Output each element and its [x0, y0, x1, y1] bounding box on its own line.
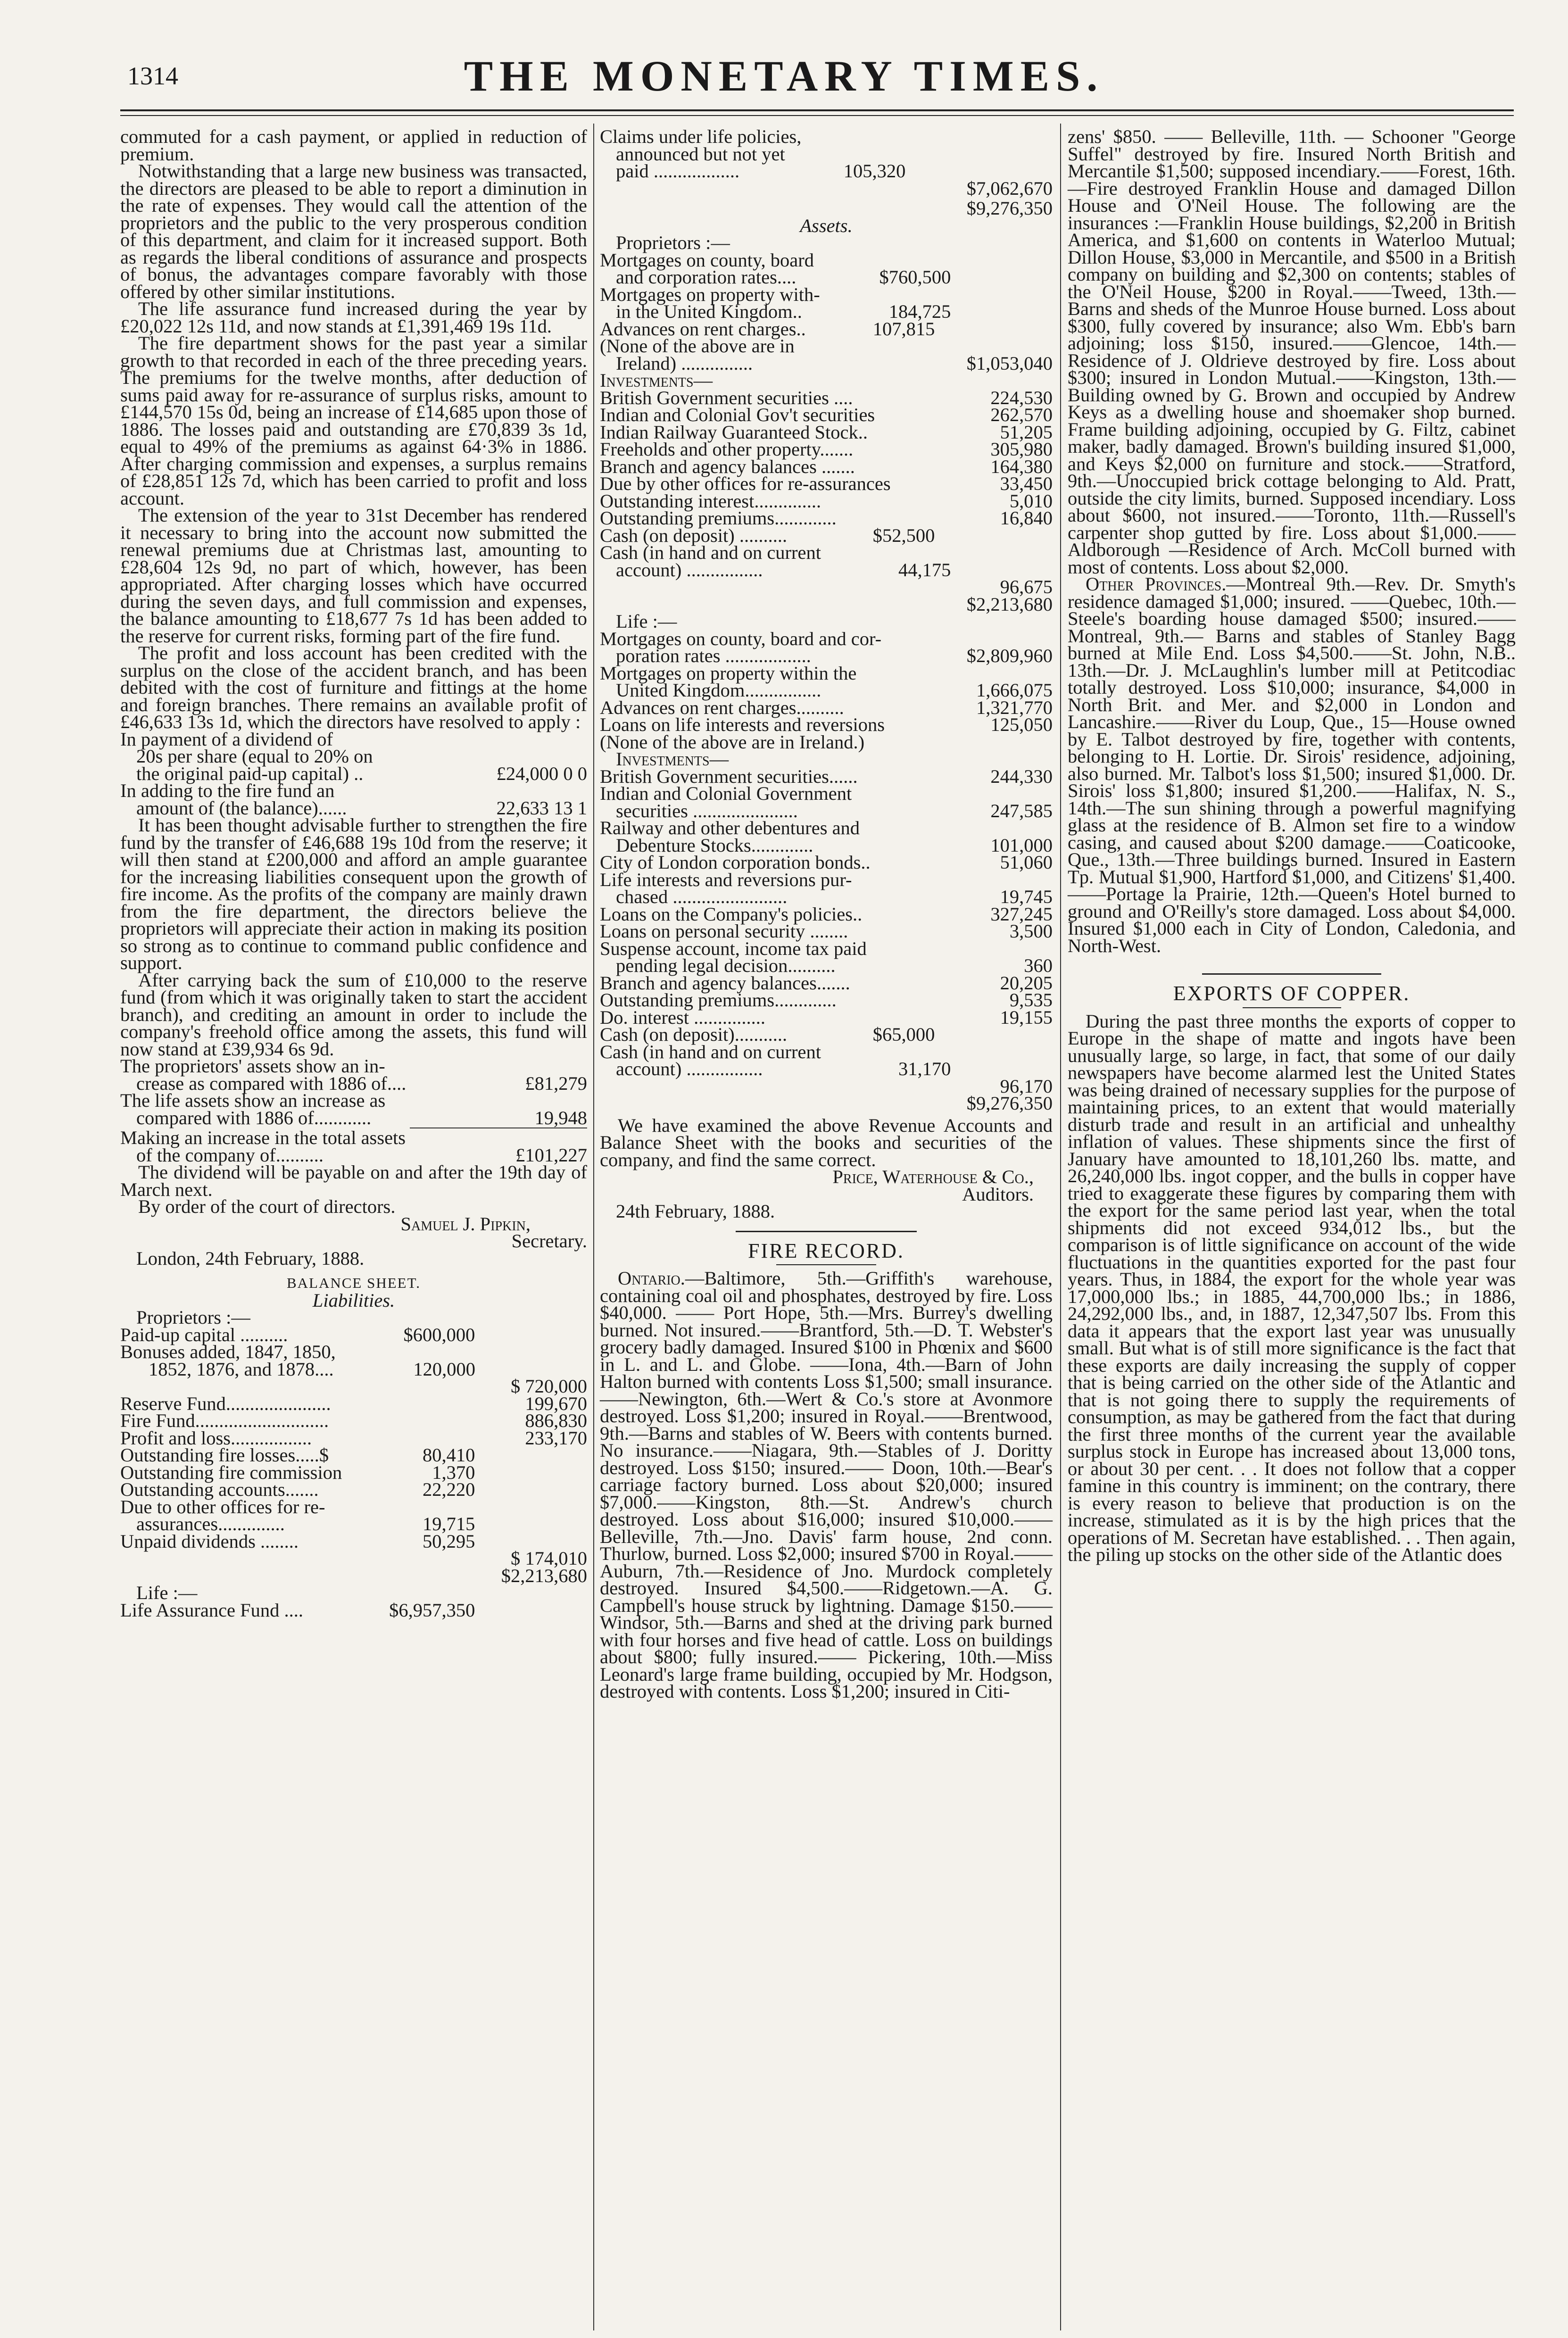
- section-rule: [736, 1231, 917, 1232]
- signer-name: Samuel J. Pipkin,: [400, 1213, 531, 1235]
- copper-article-text: During the past three months the exports of copper to Europe in the shape of matte and ingots have been unusually large, so large, in fact, that some of our daily newspapers have become alarmed lest the United States was being drained of necessary supplies for the purpose of maintaining prices, to an extent that would materially disturb trade and result in an artificial and unhealthy inflation of values. These shipments since the first of January have amounted to 18,101,260 lbs. matte, and 26,240,000 lbs. ingot copper, and the bulls in copper have tried to exaggerate these figures by comparing them with the export for the same period last year, when the total shipments did not exceed 934,012 lbs., but the comparison is of little significance on account of the wide fluctuations in the quantities exported for the past four years. Thus, in 1884, the export for the whole year was 17,000,000 lbs.; in 1885, 44,700,000 lbs.; in 1886, 24,292,000 lbs., and, in 1887, 12,347,507 lbs. From this data it appears that the export last year was unusually small. But what is of still more significance is the fact that these exports are daily increasing the supply of copper that is being carried on the other side of the Atlantic and that is not going there to supply the requirements of consumption, as may be gathered from the fact that during the first three months of the current year the available surplus stock in Europe has increased about 13,000 tons, or about 30 per cent. . . It does not follow that a copper famine in this country is imminent; on the contrary, there is every reason to believe that production is on the increase, stimulated as it is by the high prices that the operations of M. Secretan have established. . . Then again, the piling up stocks on the other side of the Atlantic does: [1068, 1010, 1516, 1565]
- life-interests-row: chased ........................ 19,745: [616, 886, 1053, 907]
- fire-record-continued: zens' $850. —— Belleville, 11th. — Schooner "George Suffel" destroyed by fire. Insured North British and Mercantile $1,500; supposed incendiary.——Forest, 16th.—Fire destroyed Franklin House and damaged Dillon House and O'Neil House. The following are the insurances :—Franklin House buildings, $2,200 in British America, and $1,600 on contents in Waterloo Mutual; Dillon House, $3,000 in Mercantile, and $500 in a British company on building and $2,300 on contents; stables of the O'Neil House, $200 in Royal.——Tweed, 13th.—Barns and sheds of the Munroe House burned. Loss about $300, fully covered by insurance; also Wm. Ebb's barn adjoining; loss $150, insured.——Glencoe, 14th.—Residence of J. Oldrieve destroyed by fire. Loss about $300; insured in London Mutual.——Kingston, 13th.—Building owned by G. Brown and occupied by Andrew Keys as a dwelling house and shoemaker shop burned. Frame building adjoining, occupied by G. Filtz, cabinet maker, badly damaged. Brown's building insured $1,000, and Keys $2,000 on furniture and stock.——Stratford, 9th.—Unoccupied brick cottage belonging to Ald. Pratt, outside the city limits, burned. Supposed incendiary. Loss about $600, not insured.——Toronto, 11th.—Russell's carpenter shop gutted by fire. Loss about $1,000.——Aldborough —Residence of Arch. McColl burned with most of contents. Loss about $2,000.: [1068, 126, 1516, 578]
- increase-row: crease as compared with 1886 of.... £81,279: [136, 1072, 587, 1094]
- assets-increase: [120, 1055, 587, 1128]
- life-row: Outstanding premiums............. 9,535: [600, 989, 1053, 1011]
- apply-list: [120, 728, 587, 819]
- life-british-row: British Government securities...... 244,330: [600, 765, 1053, 787]
- life-city-row: City of London corporation bonds.. 51,060: [600, 852, 1053, 873]
- life-loans-list: [600, 903, 1053, 942]
- investment-row: Freeholds and other property....... 305,980: [600, 439, 1053, 460]
- paragraph: The profit and loss account has been credited with the surplus on the close of the accident branch, and has been debited with the cost of furniture and fittings at the home and foreign branches. There remains an available profit of £46,633 13s 1d, which the directors have resolved to apply :: [120, 642, 587, 732]
- paragraph: The extension of the year to 31st December has rendered it necessary to bring into the account now submitted the renewal premiums due at Christmas last, amounting to £28,604 12s 9d, no part of which, however, has been appropriated. After charging losses which have occurred during the seven days, and full commission and expenses, the balance amounting to £18,677 7s 1d has been added to the reserve for current risks, forming part of the fire fund.: [120, 505, 587, 647]
- apply-line: In adding to the fire fund an: [120, 780, 335, 801]
- increase-line: The life assets show an increase as: [120, 1090, 386, 1111]
- bonuses-row: 1852, 1876, and 1878.... 120,000: [149, 1358, 475, 1380]
- grand-total-1: $9,276,350: [966, 198, 1053, 219]
- outstanding-row: Outstanding accounts....... 22,220: [120, 1479, 475, 1500]
- outstanding-list: [120, 1444, 475, 1552]
- liability-row: Fire Fund............................ 886,830: [120, 1410, 587, 1431]
- order-line: By order of the court of directors.: [138, 1196, 396, 1217]
- audit-date: 24th February, 1888.: [616, 1201, 775, 1222]
- life-cash-hand-row: account) ................ 31,170: [616, 1058, 951, 1079]
- outstanding-row: Due to other offices for re-: [120, 1496, 325, 1517]
- report-paragraphs-a: [120, 128, 587, 731]
- masthead: THE MONETARY TIMES.: [464, 52, 1104, 100]
- life-cash-row: Cash (on deposit)........... $65,000: [600, 1024, 935, 1045]
- apply-line: In payment of a dividend of: [120, 728, 333, 750]
- paragraph: Notwithstanding that a large new business was transacted, the directors are pleased to be able to report a diminution in the rate of expenses. They would call the attention of the proprietors and the public to the very prosperous condition of this department, and claim for it increased support. Both as regards the liberal conditions of assurance and prospects of bonus, the advantages compare favorably with those offered by other similar institutions.: [120, 160, 587, 302]
- outstanding-row: assurances.............. 19,715: [136, 1513, 475, 1534]
- audit-statement: We have examined the above Revenue Accounts and Balance Sheet with the books and securities of the company, and find the same correct.: [600, 1114, 1053, 1170]
- claims-row: paid .................. 105,320: [616, 160, 906, 182]
- grand-total-2: $9,276,350: [966, 1093, 1053, 1114]
- life-railway-row: Debenture Stocks............. 101,000: [616, 834, 1053, 856]
- liabilities-heading: Liabilities.: [312, 1289, 395, 1311]
- column-2: Claims under life policies, announced but not yet paid .................. 105,320 $7,062,670 $9,276,350 Assets. Proprietors :— Mortgages on county, board and corporation rates.... $760,500 Mortgages on property with- in the United Kingdom.. 184,725 Advances on rent charges.. 107,815 (None of the above are in Ireland) ............... $1,053,040 Investments— British Government securities .... 224,530 Indian and Colonial Gov't securities 262,570 Indian Railway Guaranteed Stock.. 51,205 Freeholds and other property....... 305,980 Branch and agency balances ....... 164,380 Due by other offices for re-assurances 33,450 Outstanding interest.............. 5,010 Outstanding premiums............. 16,840 Cash (on deposit) .......... $52,500 Cash (in hand and on current account) ................ 44,175 96,675 $2,213,680 Life :— Mortgages on county, board and cor- poration rates .................. $2,809,960 Mortgages on property within the United Kingdom................ 1,666,075 Advances on rent charges.......... 1,321,770 Loans on life interests and reversions 125,050 (None of the above are in Ireland.) Investments— British Government securities...... 244,330 Indian and Colonial Government securities ...................... 247,585 Railway and other debentures and Debenture Stocks............. 101,000 City of London corporation bonds.. 51,060 Life interests and reversions pur- chased ........................ 19,745 Loans on the Company's policies.. 327,245 Loans on personal security ........ 3,500 Suspense account, income tax paid pending legal decision.......... 360 Branch and agency balances....... 20,205 Outstanding premiums............. 9,535 Do. interest ............... 19,155 Cash (on deposit)........... $65,000 Cash (in hand and on current account) ................ 31,170 96,170 $9,276,350 We have examined the above Revenue Accounts and Balance Sheet with the books and securities of the company, and find the same correct. Price, Waterhouse & Co., Auditors. 24th February, 1888. FIRE RECORD. Ontario.—Baltimore, 5th.—Griffith's warehouse, containing coal oil and phosphates, destroyed by fire. Loss $40,000. —— Port Hope, 5th.—Mrs. Burrey's dwelling burned. Not insured.——Brantford, 5th.—D. T. Webster's grocery badly damaged. Insured $100 in Phœnix and $600 in L. and L. and Globe. ——Iona, 4th.—Barn of John Halton burned with contents Loss $1,500; small insurance. ——Newington, 6th.—Wert & Co.'s store at Avonmore destroyed. Loss $1,200; insured in Royal.——Brentwood, 9th.—Barns and stables of W. Beers with contents burned. No insurance.——Niagara, 9th.—Stables of J. Doritty destroyed. Loss $150; insured.—— Doon, 10th.—Bear's carriage factory burned. Loss about $20,000; insured $7,000.——Kingston, 8th.—St. Andrew's church destroyed. Loss about $16,000; insured $10,000.—— Belleville, 7th.—Jno. Davis' farm house, 2nd conn. Thurlow, burned. Loss $2,000; insured $700 in Royal.——Auburn, 7th.—Residence of Jno. Murdock completely destroyed. Insured $4,500.——Ridgetown.—A. G. Campbell's house struck by lightning. Damage $150.——Windsor, 5th.—Barns and shed at the driving park burned with four horses and five head of cattle. Loss on buildings about $800; fully insured.—— Pickering, 10th.—Miss Leonard's large frame building, occupied by Mr. Hodgson, destroyed with contents. Loss $1,200; insured in Citi-: [600, 126, 1053, 1702]
- investment-row: Outstanding interest.............. 5,010: [600, 490, 1053, 512]
- subtotal-96675: 96,675: [1000, 576, 1053, 597]
- subtotal-720000: $ 720,000: [511, 1376, 587, 1397]
- increase-line: The proprietors' assets show an in-: [120, 1055, 385, 1077]
- liability-row: Profit and loss................. 233,170: [120, 1427, 587, 1449]
- life-row: Loans on personal security ........ 3,500: [600, 920, 1053, 942]
- life-balances-list: [600, 972, 1053, 1028]
- cash-hand-row: account) ................ 44,175: [616, 559, 951, 580]
- paragraph: commuted for a cash payment, or applied in reduction of premium.: [120, 126, 587, 165]
- masthead-rule-thick: [120, 109, 1514, 111]
- report-paragraphs-b: [120, 814, 587, 1060]
- column-3: [1068, 128, 1516, 1564]
- fire-record-text: Ontario.—Baltimore, 5th.—Griffith's warehouse, containing coal oil and phosphates, destroyed by fire. Loss $40,000. —— Port Hope, 5th.—Mrs. Burrey's dwelling burned. Not insured.——Brantford, 5th.—D. T. Webster's grocery badly damaged. Insured $100 in Phœnix and $600 in L. and L. and Globe. ——Iona, 4th.—Barn of John Halton burned with contents Loss $1,500; small insurance. ——Newington, 6th.—Wert & Co.'s store at Avonmore destroyed. Loss $1,200; insured in Royal.——Brentwood, 9th.—Barns and stables of W. Beers with contents burned. No insurance.——Niagara, 9th.—Stables of J. Doritty destroyed. Loss $150; insured.—— Doon, 10th.—Bear's carriage factory burned. Loss about $20,000; insured $7,000.——Kingston, 8th.—St. Andrew's church destroyed. Loss about $16,000; insured $10,000.—— Belleville, 7th.—Jno. Davis' farm house, 2nd conn. Thurlow, burned. Loss $2,000; insured $700 in Royal.——Auburn, 7th.—Residence of Jno. Murdock completely destroyed. Insured $4,500.——Ridgetown.—A. G. Campbell's house struck by lightning. Damage $150.——Windsor, 5th.—Barns and shed at the driving park burned with four horses and five head of cattle. Loss on buildings about $800; fully insured.—— Pickering, 10th.—Miss Leonard's large frame building, occupied by Mr. Hodgson, destroyed with contents. Loss $1,200; insured in Citi-: [600, 1268, 1053, 1702]
- paragraph: After carrying back the sum of £10,000 to the reserve fund (from which it was originally taken to start the accident branch), and crediting an amount in order to include the company's freehold office among the assets, this fund will now stand at £39,934 6s 9d.: [120, 969, 587, 1060]
- balance-sheet-title: BALANCE SHEET.: [286, 1275, 421, 1291]
- life-row: Do. interest ............... 19,155: [600, 1006, 1053, 1028]
- outstanding-row: Outstanding fire commission 1,370: [120, 1461, 475, 1483]
- paragraph: The life assurance fund increased during the year by £20,022 12s 11d, and now stands at £1,391,469 19s 11d.: [120, 298, 587, 337]
- life-fund-row: Life Assurance Fund .... $6,957,350: [120, 1599, 475, 1621]
- paragraph: It has been thought advisable further to strengthen the fire fund by the transfer of £46,688 19s 10d from the reserve; it will then stand at £200,000 and afford an ample guarantee for the increasing liabilities consequent upon the growth of fire income. As the profits of the company are mainly drawn from the fire department, the directors believe the proprietors will appreciate their action in making its position so strong as to continue to command public confidence and support.: [120, 814, 587, 973]
- investment-row: British Government securities .... 224,530: [600, 387, 1053, 408]
- proprietors-label: Proprietors :—: [136, 1307, 250, 1328]
- mortgage-county-row: and corporation rates.... $760,500: [616, 266, 951, 288]
- ireland-row: Ireland) ............... $1,053,040: [616, 352, 1053, 374]
- mortgage-uk-row: in the United Kingdom.. 184,725: [616, 301, 951, 322]
- masthead-rule-thin: [120, 115, 1514, 116]
- section-rule-2: [1202, 973, 1381, 975]
- investment-row: Outstanding premiums............. 16,840: [600, 507, 1053, 529]
- apply-line: 20s per share (equal to 20% on: [136, 746, 373, 767]
- assets-heading: Assets.: [800, 215, 853, 236]
- apply-row: amount of (the balance)...... 22,633 13 1: [136, 797, 587, 819]
- liabilities-total: $2,213,680: [501, 1565, 587, 1586]
- life-suspense-row: pending legal decision.......... 360: [616, 955, 1053, 976]
- auditor-name: Price, Waterhouse & Co.,: [832, 1166, 1034, 1187]
- life-indian-row: securities ...................... 247,585: [616, 800, 1053, 821]
- subtotal-174010: $ 174,010: [511, 1548, 587, 1569]
- cash-deposit-row: Cash (on deposit) .......... $52,500: [600, 524, 935, 546]
- investment-row: Due by other offices for re-assurances 33,450: [600, 473, 1053, 494]
- claims-total: $7,062,670: [966, 177, 1053, 199]
- investment-row: Indian and Colonial Gov't securities 262,570: [600, 404, 1053, 425]
- life-mortgage-county-row: poration rates .................. $2,809,960: [616, 645, 1053, 666]
- paid-up-capital-row: Paid-up capital .......... $600,000: [120, 1324, 475, 1345]
- column-divider-1: [593, 124, 594, 2330]
- liability-row: Reserve Fund...................... 199,670: [120, 1393, 587, 1414]
- dateline: London, 24th February, 1888.: [136, 1247, 365, 1269]
- increase-row: compared with 1886 of............ 19,948: [136, 1107, 587, 1128]
- exports-of-copper-title: EXPORTS OF COPPER.: [1173, 982, 1410, 1005]
- paragraph: The fire department shows for the past year a similar growth to that recorded in each of the three preceding years. The premiums for the twelve months, after deduction of sums paid away for re-assurance of surplus risks, amount to £144,570 15s 0d, being an increase of £14,685 upon those of 1886. The losses paid and outstanding are £70,839 3s 1d, equal to 49% of the premiums as against 64·3% in 1886. After charging commission and expenses, a surplus remains of £28,851 12s 7d, which has been carried to profit and loss account.: [120, 332, 587, 509]
- life-row: Branch and agency balances....... 20,205: [600, 972, 1053, 994]
- life-loans-row: Loans on life interests and reversions 125,050: [600, 714, 1053, 735]
- investment-row: Branch and agency balances ....... 164,380: [600, 456, 1053, 477]
- life-label: Life :—: [136, 1582, 198, 1603]
- subtotal-96170: 96,170: [1000, 1075, 1053, 1097]
- other-provinces-text: Other Provinces.—Montreal 9th.—Rev. Dr. Smyth's residence damaged $1,000; insured. ——Quebec, 10th.—Steele's boarding house damaged $500; insured.——Montreal, 9th.— Barns and stables of Stanley Bagg burned at Mile End. Loss $4,500.——St. John, N.B.. 13th.—Dr. J. McLaughlin's lumber mill at Petitcodiac totally destroyed. Loss $10,000; insurance, $4,000 in North Brit. and Mer. and $2,000 in London and Lancashire.——River du Loup, Que., 15—House owned by E. Talbot destroyed by fire, together with contents, belonging to H. Lortie. Dr. Sirois' residence, adjoining, also burned. Mr. Talbot's loss $1,500; insured $1,000. Dr. Sirois' loss $1,800; insured $1,200.——Halifax, N. S., 14th.—The sun shining through a powerful magnifying glass at the residence of B. Almon set fire to a window casing, and caused about $200 damage.——Coaticooke, Que., 13th.—Three buildings burned. Insured in Eastern Tp. Mutual $1,900, Hartford $1,000, and Citizens' $1,400. ——Portage la Prairie, 12th.—Queen's Hotel burned to ground and O'Reilly's store damaged. Loss about $4,000. Insured $1,000 each in City of London, Caledonia, and North-West.: [1068, 573, 1516, 956]
- advances-row: Advances on rent charges.. 107,815: [600, 318, 935, 340]
- column-divider-2: [1060, 124, 1061, 2330]
- life-mortgage-uk-row: United Kingdom................ 1,666,075: [616, 680, 1053, 701]
- life-row: Loans on the Company's policies.. 327,245: [600, 903, 1053, 925]
- life-advances-row: Advances on rent charges.......... 1,321,770: [600, 696, 1053, 718]
- dividend-notice: The dividend will be payable on and after the 19th day of March next.: [120, 1161, 587, 1200]
- assets-total-1: $2,213,680: [966, 593, 1053, 615]
- outstanding-row: Unpaid dividends ........ 50,295: [120, 1530, 475, 1552]
- auditor-title: Auditors.: [962, 1183, 1034, 1205]
- apply-row: the original paid-up capital) .. £24,000 0 0: [136, 763, 587, 784]
- fire-record-title: FIRE RECORD.: [748, 1239, 904, 1262]
- investments-list: [600, 387, 1053, 529]
- investment-row: Indian Railway Guaranteed Stock.. 51,205: [600, 421, 1053, 443]
- outstanding-row: Outstanding fire losses.....$ 80,410: [120, 1444, 475, 1466]
- liabilities-list: [120, 1395, 587, 1447]
- page-number: 1314: [127, 62, 178, 90]
- total-increase: Making an increase in the total assets of the company of.......... £101,227: [120, 1127, 587, 1166]
- signer-title: Secretary.: [511, 1230, 587, 1252]
- column-1: commuted for a cash payment, or applied in reduction of premium. Notwithstanding that a large new business was transacted, the directors are pleased to be able to report a diminution in the rate of expenses. They would call the attention of the proprietors and the public to the very prosperous condition of this department, and claim for it increased support. Both as regards the liberal conditions of assurance and prospects of bonus, the advantages compare favorably with those offered by other similar institutions. The life assurance fund increased during the year by £20,022 12s 11d, and now stands at £1,391,469 19s 11d. The fire department shows for the past year a similar growth to that recorded in each of the three preceding years. The premiums for the twelve months, after deduction of sums paid away for re-assurance of surplus risks, amount to £144,570 15s 0d, being an increase of £14,685 upon those of 1886. The losses paid and outstanding are £70,839 3s 1d, equal to 49% of the premiums as against 64·3% in 1886. After charging commission and expenses, a surplus remains of £28,851 12s 7d, which has been carried to profit and loss account. The extension of the year to 31st December has rendered it necessary to bring into the account now submitted the renewal premiums due at Christmas last, amounting to £28,604 12s 9d, no part of which, however, has been appropriated. After charging losses which have occurred during the seven days, and full commission and expenses, the balance amounting to £18,677 7s 1d has been added to the reserve for current risks, forming part of the fire fund. The profit and loss account has been credited with the surplus on the close of the accident branch, and has been debited with the cost of furniture and fittings at the home and foreign branches. There remains an available profit of £46,633 13s 1d, which the directors have resolved to apply : In payment of a dividend of 20s per share (equal to 20% on the original paid-up capital) .. £24,000 0 0 In adding to the fire fund an amount of (the balance)...... 22,633 13 1 It has been thought advisable further to strengthen the fire fund by the transfer of £46,688 19s 10d from the reserve; it will then stand at £200,000 and afford an ample guarantee for the increasing liabilities consequent upon the growth of fire income. As the profits of the company are mainly drawn from the fire department, the directors believe the proprietors will appreciate their action in making its position so strong as to continue to command public confidence and support. After carrying back the sum of £10,000 to the reserve fund (from which it was originally taken to start the accident branch), and crediting an amount in order to include the company's freehold office among the assets, this fund will now stand at £39,934 6s 9d. The proprietors' assets show an in- crease as compared with 1886 of.... £81,279 The life assets show an increase as compared with 1886 of............ 19,948 Making an increase in the total assets of the company of.......... £101,227 The dividend will be payable on and after the 19th day of March next. By order of the court of directors. Samuel J. Pipkin, Secretary. London, 24th February, 1888. BALANCE SHEET. Liabilities. Proprietors :— Paid-up capital .......... $600,000 Bonuses added, 1847, 1850, 1852, 1876, and 1878.... 120,000 $ 720,000 Reserve Fund...................... 199,670 Fire Fund............................ 886,830 Profit and loss................. 233,170 Outstanding fire losses.....$ 80,410 Outstanding fire commission 1,370 Outstanding accounts....... 22,220 Due to other offices for re- assurances.............. 19,715 Unpaid dividends ........ 50,295 $ 174,010 $2,213,680 Life :— Life Assurance Fund .... $6,957,350: [120, 126, 587, 1621]
